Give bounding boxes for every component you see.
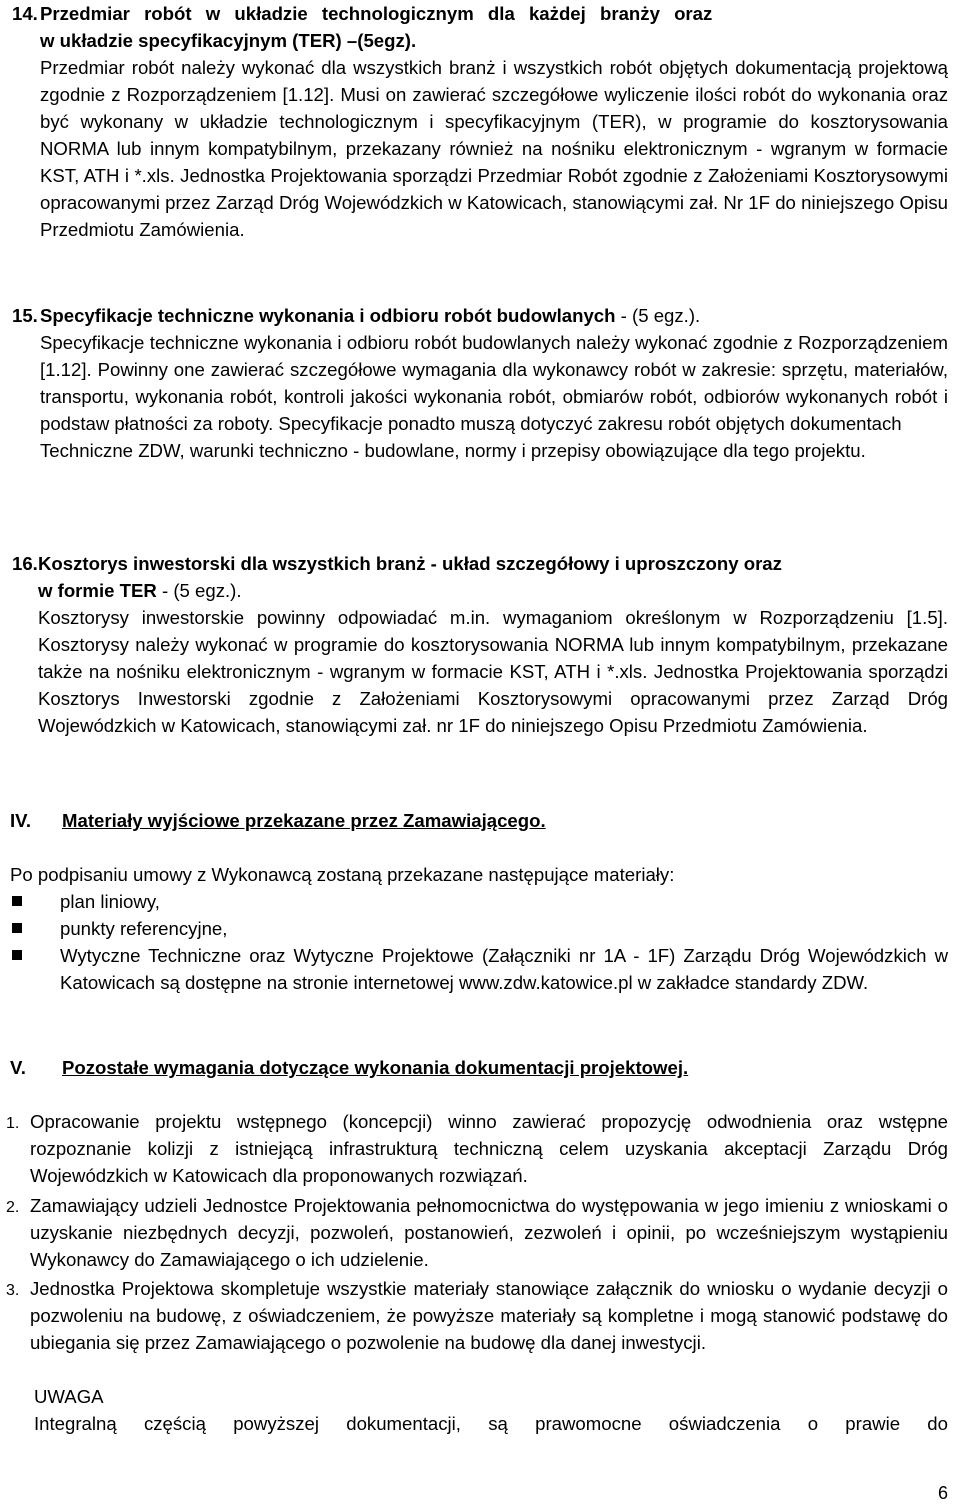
section-14-body-b: Jednostka Projektowania sporządzi Przedmiar Robót zgodnie z Założeniami Kosztorysowymi opracowanymi przez Zarząd Dróg Wojewódzkich w Katowicach, stanowiącymi zał. Nr 1F do niniejszego Opisu Przedmiotu Zamówienia. <box>40 165 948 240</box>
section-15-heading <box>12 302 948 329</box>
uwaga-label: UWAGA <box>34 1386 104 1407</box>
page-number: 6 <box>937 1483 948 1503</box>
section-14-body <box>40 54 948 243</box>
section-15-title-rest: - (5 egz.). <box>615 305 701 326</box>
materials-list-item: punkty referencyjne, <box>60 918 228 939</box>
materials-list-item: Wytyczne Techniczne oraz Wytyczne Projektowe (Załączniki nr 1A - 1F) Zarządu Dróg Wojewódzkich w Katowicach są dostępne na stronie internetowej www.zdw.katowice.pl w zakładce standardy ZDW. <box>60 945 948 993</box>
materials-list-item: plan liniowy, <box>60 891 160 912</box>
section-16-body-a: Kosztorysy inwestorskie powinny odpowiadać m.in. wymaganiom określonym w Rozporządzeniu [1.5]. Kosztorysy należy wykonać w programie do kosztorysowania NORMA lub innym kompatybilnym, przekazane także na nośniku elektronicznym - wgranym w formacie KST, ATH i *.xls. <box>38 607 948 682</box>
section-iv-number: IV. <box>10 810 32 831</box>
requirement-number: 1. <box>6 1115 20 1132</box>
section-14-title-line2: w układzie specyfikacyjnym (TER) –(5egz). <box>40 30 417 51</box>
section-16-title-line2 <box>38 577 948 604</box>
section-16-title-rest: - (5 egz.). <box>156 580 242 601</box>
section-iv-heading: Materiały wyjściowe przekazane przez Zamawiającego. <box>62 810 546 831</box>
section-iv-intro: Po podpisaniu umowy z Wykonawcą zostaną przekazane następujące materiały: <box>10 864 675 885</box>
section-15-body <box>40 329 948 464</box>
section-16-number: 16. <box>12 553 38 574</box>
requirement-number: 3. <box>6 1282 20 1299</box>
section-16-title-bold: w formie TER <box>38 580 157 601</box>
requirement-item: Jednostka Projektowa skompletuje wszystkie materiały stanowiące załącznik do wniosku o wydanie decyzji o pozwoleniu na budowę, z oświadczeniem, że powyższe materiały są kompletne i mogą stanowić podstawę do ubiegania się przez Zamawiającego o pozwolenie na budowę dla danej inwestycji. <box>30 1278 948 1353</box>
section-15-body-a: Specyfikacje techniczne wykonania i odbioru robót budowlanych należy wykonać zgodnie z Rozporządzeniem [1.12]. Powinny one zawierać szczegółowe wymagania dla wykonawcy robót w zakresie: sprzętu, materiałów, transportu, wykonania robót, kontroli jakości wykonania robót, obmiarów robót, odbiorów wykonanych robót i podstaw płatności za roboty. <box>40 332 948 434</box>
section-15-number: 15. <box>12 305 38 326</box>
section-15-body-c: Techniczne ZDW, warunki techniczno - budowlane, normy i przepisy obowiązujące dla tego projektu. <box>40 440 866 461</box>
section-16-heading <box>12 550 948 577</box>
section-14-title-line1: Przedmiar robót w układzie technologicznym dla każdej branży oraz <box>40 3 713 24</box>
section-15-title <box>40 302 700 329</box>
section-14-body-a: Przedmiar robót należy wykonać dla wszystkich branż i wszystkich robót objętych dokumentacją projektową zgodnie z Rozporządzeniem [1.12]. Musi on zawierać szczegółowe wyliczenie ilości robót do wykonania oraz być wykonany w układzie technologicznym i specyfikacyjnym (TER), w programie do kosztorysowania NORMA lub innym kompatybilnym, przekazany również na nośniku elektronicznym - wgranym w formacie KST, ATH i *.xls. <box>40 57 948 186</box>
section-v-heading: Pozostałe wymagania dotyczące wykonania dokumentacji projektowej. <box>62 1057 689 1078</box>
bullet-square-icon <box>12 896 22 906</box>
uwaga-text: Integralną częścią powyższej dokumentacji, są prawomocne oświadczenia o prawie do <box>34 1413 948 1434</box>
bullet-square-icon <box>12 923 22 933</box>
requirement-number: 2. <box>6 1199 20 1216</box>
requirement-item: Zamawiający udzieli Jednostce Projektowania pełnomocnictwa do występowania w jego imieniu z wnioskami o uzyskanie niezbędnych decyzji, pozwoleń, postanowień, zezwoleń i opinii, po wcześniejszym wystąpieniu Wykonawcy do Zamawiającego o ich udzielenie. <box>30 1195 948 1270</box>
bullet-square-icon <box>12 950 22 960</box>
section-16-body <box>38 604 948 739</box>
section-15-body-b: Specyfikacje ponadto muszą dotyczyć zakresu robót objętych dokumentach <box>278 413 902 434</box>
requirement-item: Opracowanie projektu wstępnego (koncepcji) winno zawierać propozycję odwodnienia oraz wstępne rozpoznanie kolizji z istniejącą infrastrukturą techniczną celem uzyskania akceptacji Zarządu Dróg Wojewódzkich w Katowicach dla proponowanych rozwiązań. <box>30 1111 948 1186</box>
section-16-body-b: Jednostka Projektowania sporządzi Kosztorys Inwestorski zgodnie z Założeniami Kosztorysowymi opracowanymi przez Zarząd Dróg Wojewódzkich w Katowicach, stanowiącymi zał. nr 1F do niniejszego Opisu Przedmiotu Zamówienia. <box>38 661 948 736</box>
section-16-title-line1: Kosztorys inwestorski dla wszystkich branż - układ szczegółowy i uproszczony oraz <box>38 553 782 574</box>
section-15-title-bold: Specyfikacje techniczne wykonania i odbioru robót budowlanych <box>40 305 616 326</box>
section-14-number: 14. <box>12 3 38 24</box>
section-14-heading <box>12 0 948 27</box>
section-v-number: V. <box>10 1057 26 1078</box>
